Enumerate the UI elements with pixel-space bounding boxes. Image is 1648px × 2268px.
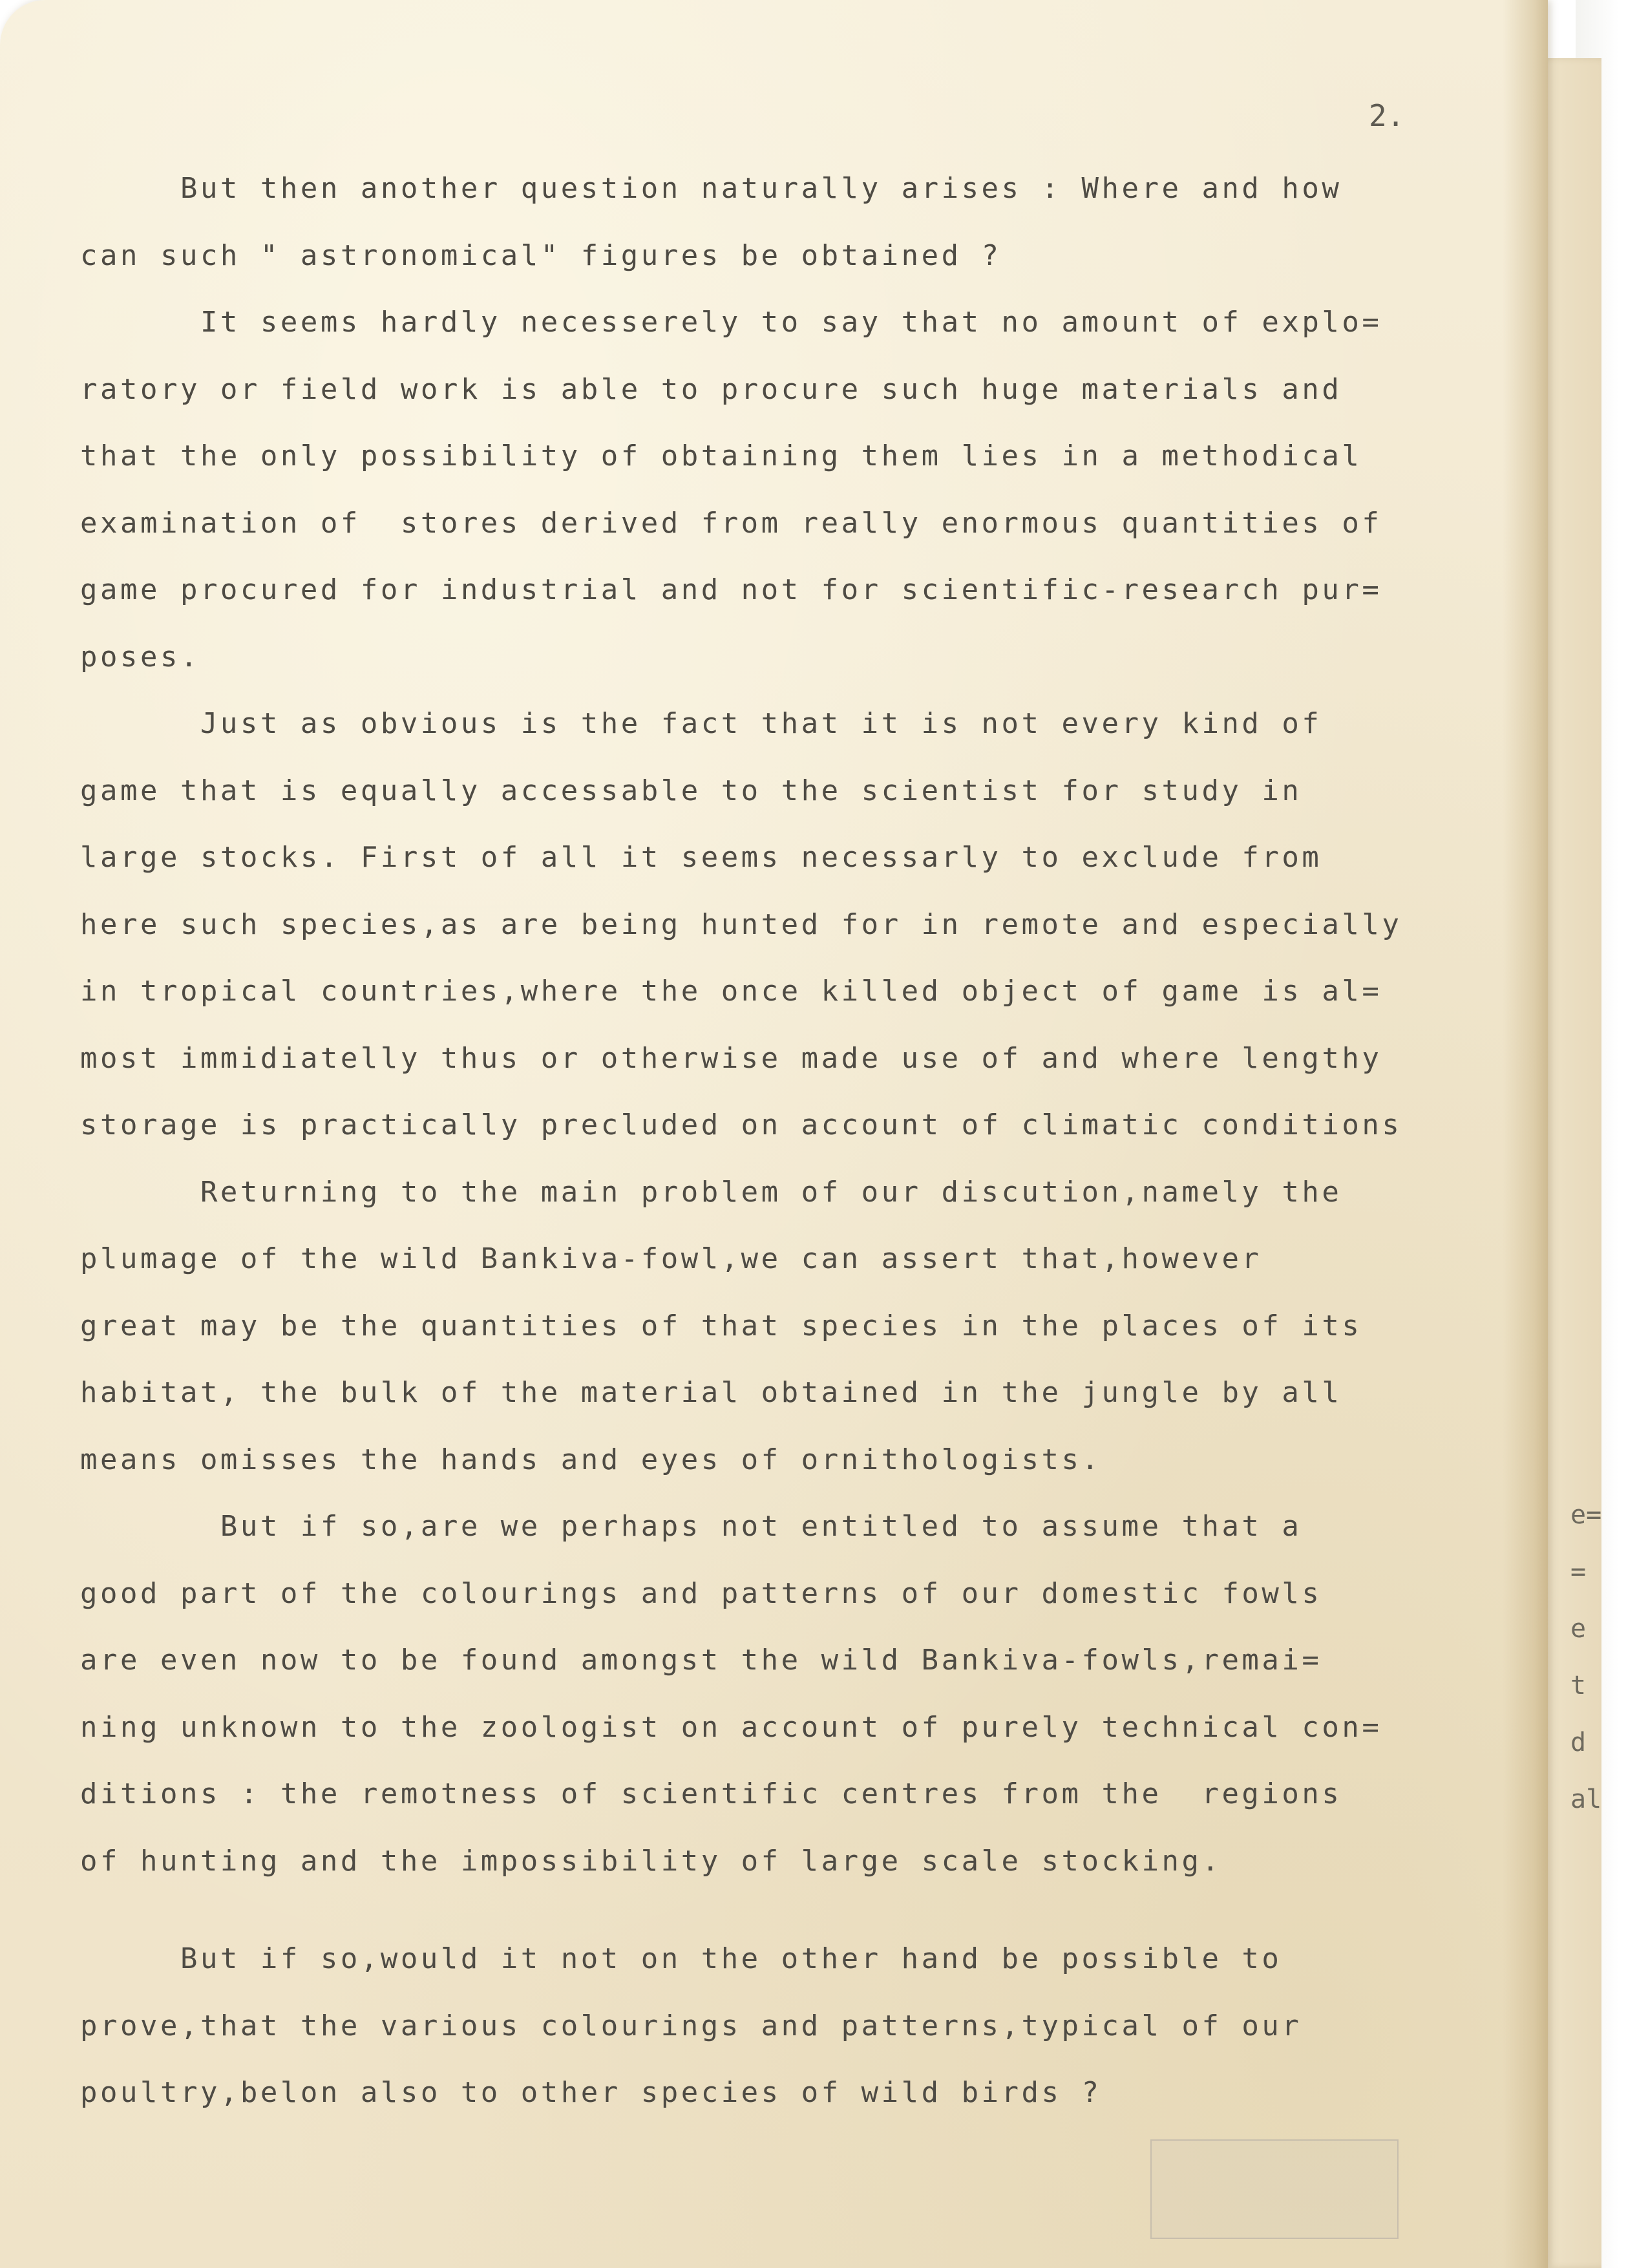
text-line: But if so,would it not on the other hand be possible to bbox=[80, 1942, 1282, 1975]
paragraph bbox=[80, 155, 1541, 289]
paragraph bbox=[80, 1925, 1541, 2126]
text-line: But if so,are we perhaps not entitled to assume that a bbox=[80, 1510, 1302, 1543]
text-line: Just as obvious is the fact that it is not every kind of bbox=[80, 707, 1322, 740]
text-line: are even now to be found amongst the wild Bankiva-fowls,remai= bbox=[80, 1644, 1322, 1677]
text-line: that the only possibility of obtaining them lies in a methodical bbox=[80, 440, 1362, 472]
text-line: game procured for industrial and not for scientific-research pur= bbox=[80, 573, 1382, 606]
text-line: It seems hardly necesserely to say that no amount of explo= bbox=[80, 306, 1382, 339]
text-line: storage is practically precluded on account of climatic conditions bbox=[80, 1108, 1402, 1141]
page-number: 2. bbox=[1369, 98, 1405, 133]
text-line: large stocks. First of all it seems necessarly to exclude from bbox=[80, 841, 1322, 874]
text-line: of hunting and the impossibility of large scale stocking. bbox=[80, 1844, 1222, 1878]
text-line: most immidiatelly thus or otherwise made use of and where lengthy bbox=[80, 1041, 1382, 1075]
faded-stamp bbox=[1150, 2139, 1399, 2239]
text-line: game that is equally accessable to the scientist for study in bbox=[80, 774, 1302, 807]
text-line: ratory or field work is able to procure such huge materials and bbox=[80, 372, 1342, 406]
text-line: great may be the quantities of that species in the places of its bbox=[80, 1309, 1362, 1342]
text-line: good part of the colourings and patterns of our domestic fowls bbox=[80, 1576, 1322, 1610]
text-line: in tropical countries,where the once killed object of game is al= bbox=[80, 975, 1382, 1008]
text-line: habitat, the bulk of the material obtained in the jungle by all bbox=[80, 1376, 1342, 1409]
text-line: examination of stores derived from really enormous quantities of bbox=[80, 506, 1382, 540]
text-line: poultry,belon also to other species of wild birds ? bbox=[80, 2076, 1102, 2109]
text-line: But then another question naturally arises : Where and how bbox=[80, 172, 1342, 205]
text-line: plumage of the wild Bankiva-fowl,we can assert that,however bbox=[80, 1242, 1262, 1275]
paragraph bbox=[80, 1493, 1541, 1894]
text-line: means omisses the hands and eyes of ornithologists. bbox=[80, 1443, 1102, 1476]
body-text bbox=[80, 155, 1541, 2126]
text-line: here such species,as are being hunted for in remote and especially bbox=[80, 907, 1402, 941]
text-line: poses. bbox=[80, 640, 200, 673]
underlying-sheet-text: e= = e t d al bbox=[1570, 1500, 1602, 1814]
paragraph bbox=[80, 289, 1541, 690]
text-line: prove,that the various colourings and patterns,typical of our bbox=[80, 2009, 1302, 2042]
text-line: can such " astronomical" figures be obtained ? bbox=[80, 238, 1002, 272]
text-line: ning unknown to the zoologist on account of purely technical con= bbox=[80, 1710, 1382, 1744]
paragraph-gap bbox=[80, 1894, 1541, 1925]
paragraph bbox=[80, 1159, 1541, 1494]
paragraph bbox=[80, 690, 1541, 1159]
text-line: ditions : the remotness of scientific centres from the regions bbox=[80, 1777, 1342, 1810]
text-line: Returning to the main problem of our discution,namely the bbox=[80, 1175, 1342, 1209]
